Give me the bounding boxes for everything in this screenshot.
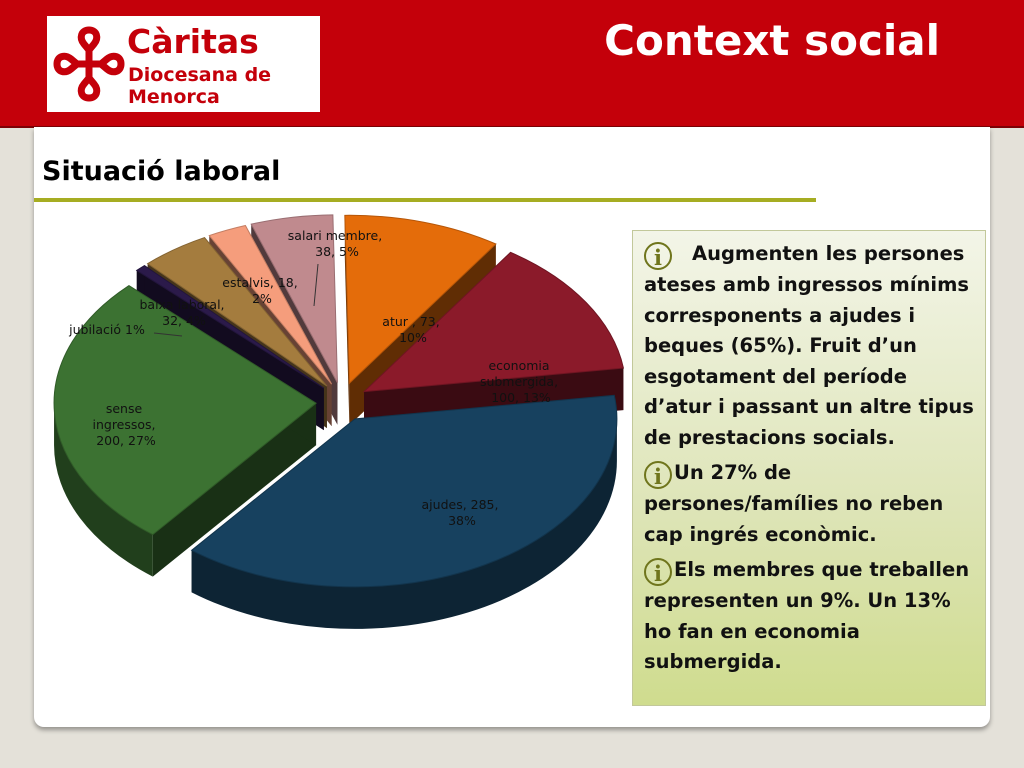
label-ajudes: ajudes, 285, 38%: [421, 497, 499, 528]
note-text: Un 27% de persones/famílies no reben cap ingrés econòmic.: [644, 461, 944, 546]
note-text: Els membres que treballen representen un 9%. Un 13% ho fan en economia submergida.: [644, 558, 970, 673]
note-item-2: [644, 458, 975, 550]
info-icon: i: [644, 242, 672, 270]
logo-name: Càritas: [127, 22, 259, 61]
logo-subtitle-line1: Diocesana de: [128, 64, 272, 86]
info-icon: i: [644, 558, 672, 586]
notes-panel: [632, 230, 986, 706]
note-item-1: [644, 239, 975, 453]
note-text: Augmenten les persones ateses amb ingressos mínims corresponents a ajudes i beques (65%). Fruit d’un esgotament del període d’atur i passant un altre tipus de prestacions socials.: [644, 242, 974, 449]
label-atur: atur , 73, 10%: [382, 314, 440, 345]
section-title: Situació laboral: [42, 156, 281, 187]
label-jubilacio: jubilació 1%: [69, 322, 145, 337]
note-item-3: [644, 555, 975, 678]
logo-subtitle-line2: Menorca: [128, 86, 220, 108]
label-sense-ingressos: sense ingressos, 200, 27%: [92, 401, 156, 448]
label-estalvis: estalvis, 18, 2%: [222, 275, 298, 306]
label-baixa-laboral: baixa laboral, 32, 4%: [139, 297, 225, 328]
label-economia-submergida: economia submergida, 100, 13%: [479, 358, 559, 405]
info-icon: i: [644, 461, 672, 489]
label-salari-membre: salari membre, 38, 5%: [287, 228, 383, 259]
header-title: Context social: [604, 16, 940, 65]
